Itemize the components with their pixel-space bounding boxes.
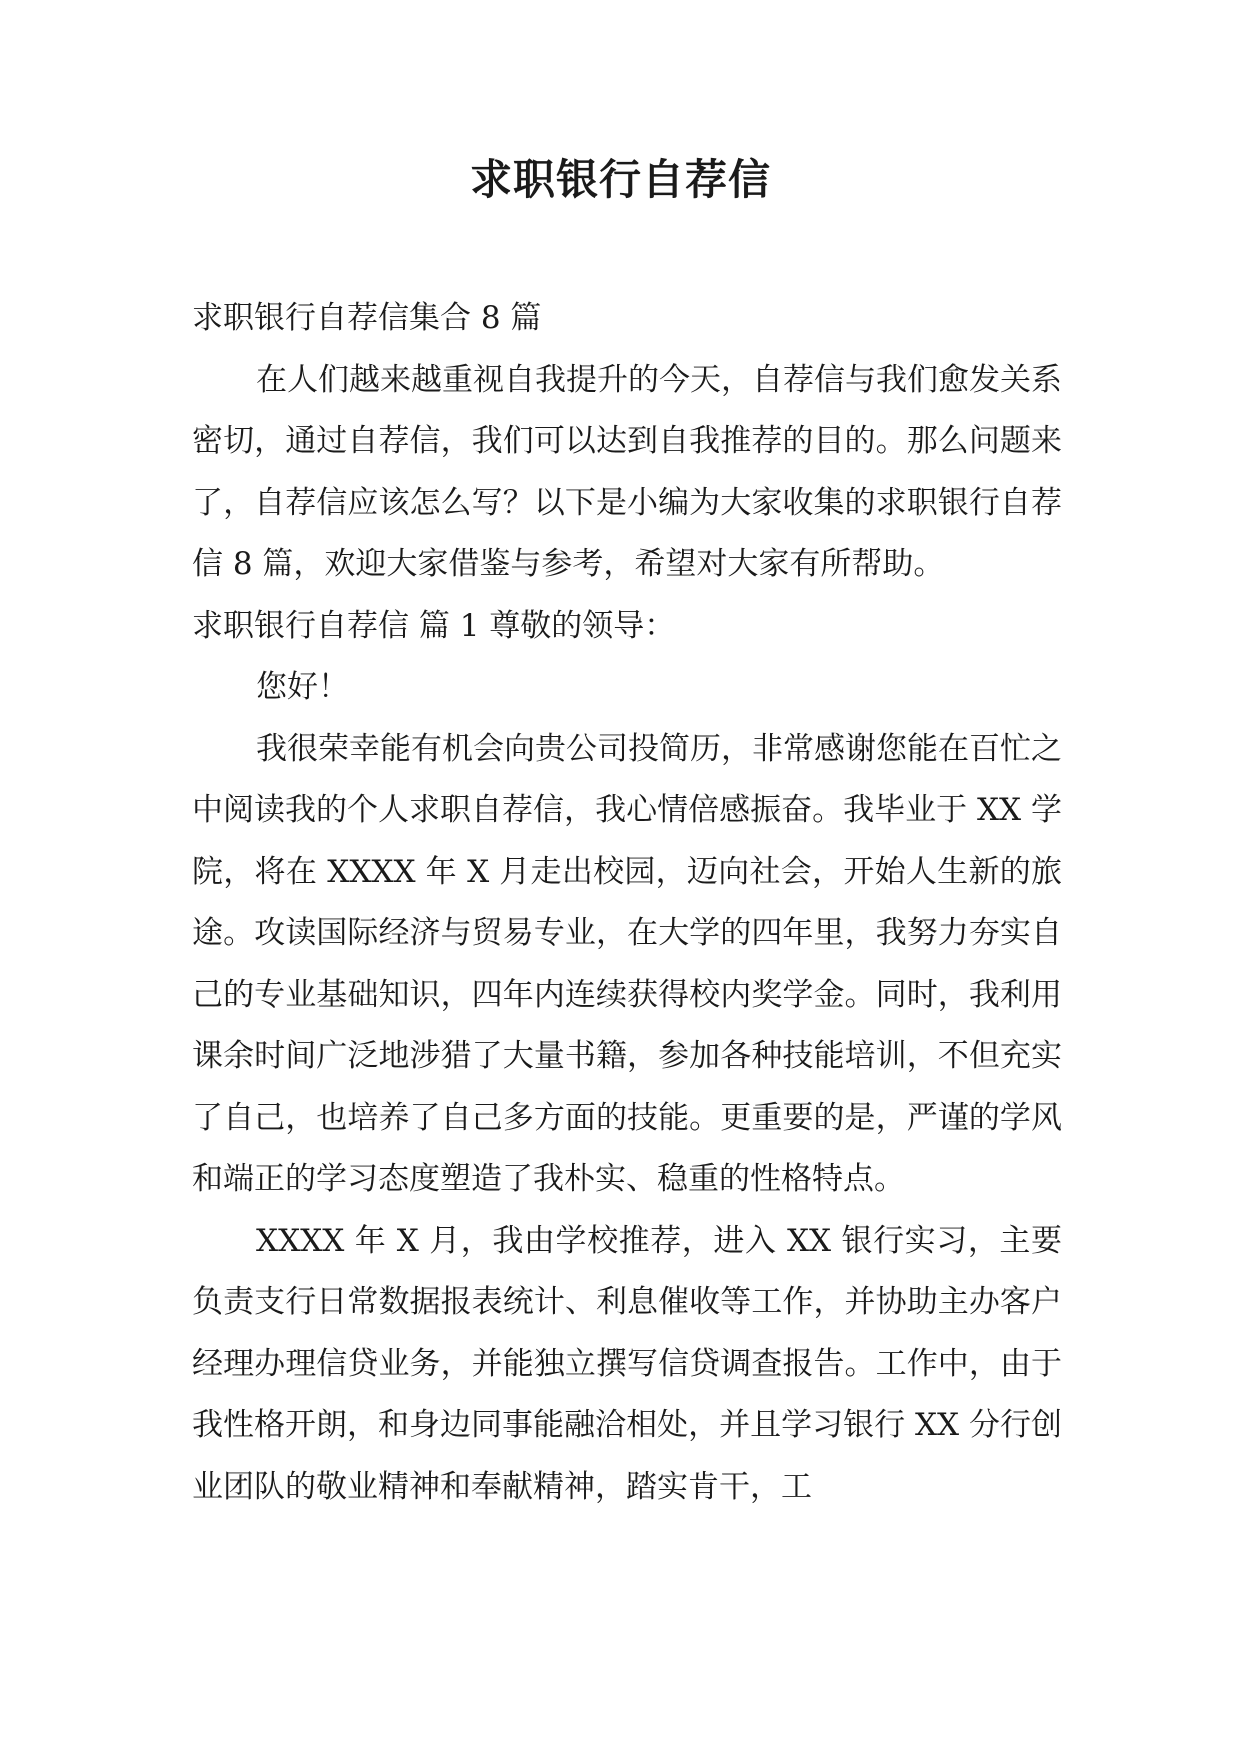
document-body	[192, 288, 1062, 1518]
body-paragraph-2: XXXX 年 X 月，我由学校推荐，进入 XX 银行实习，主要负责支行日常数据报表统计、利息催收等工作，并协助主办客户经理办理信贷业务，并能独立撰写信贷调查报告。工作中，由于我性格开朗，和身边同事能融洽相处，并且学习银行 XX 分行创业团队的敬业精神和奉献精神，踏实肯干，工	[192, 1222, 1062, 1505]
document-title: 求职银行自荐信	[469, 155, 771, 204]
document-subtitle: 求职银行自荐信集合 8 篇	[192, 300, 542, 336]
body-paragraph-1: 我很荣幸能有机会向贵公司投简历，非常感谢您能在百忙之中阅读我的个人求职自荐信，我心情倍感振奋。我毕业于 XX 学院，将在 XXXX 年 X 月走出校园，迈向社会，开始人生新的旅途。攻读国际经济与贸易专业，在大学的四年里，我努力夯实自己的专业基础知识，四年内连续获得校内奖学金。同时，我利用课余时间广泛地涉猎了大量书籍，参加各种技能培训，不但充实了自己，也培养了自己多方面的技能。更重要的是，严谨的学风和端正的学习态度塑造了我朴实、稳重的性格特点。	[192, 730, 1062, 1197]
intro-paragraph: 在人们越来越重视自我提升的今天，自荐信与我们愈发关系密切，通过自荐信，我们可以达到自我推荐的目的。那么问题来了，自荐信应该怎么写？以下是小编为大家收集的求职银行自荐信 8 篇，欢迎大家借鉴与参考，希望对大家有所帮助。	[192, 361, 1062, 582]
section-heading: 求职银行自荐信 篇 1 尊敬的领导：	[192, 607, 676, 644]
greeting: 您好！	[256, 669, 349, 705]
